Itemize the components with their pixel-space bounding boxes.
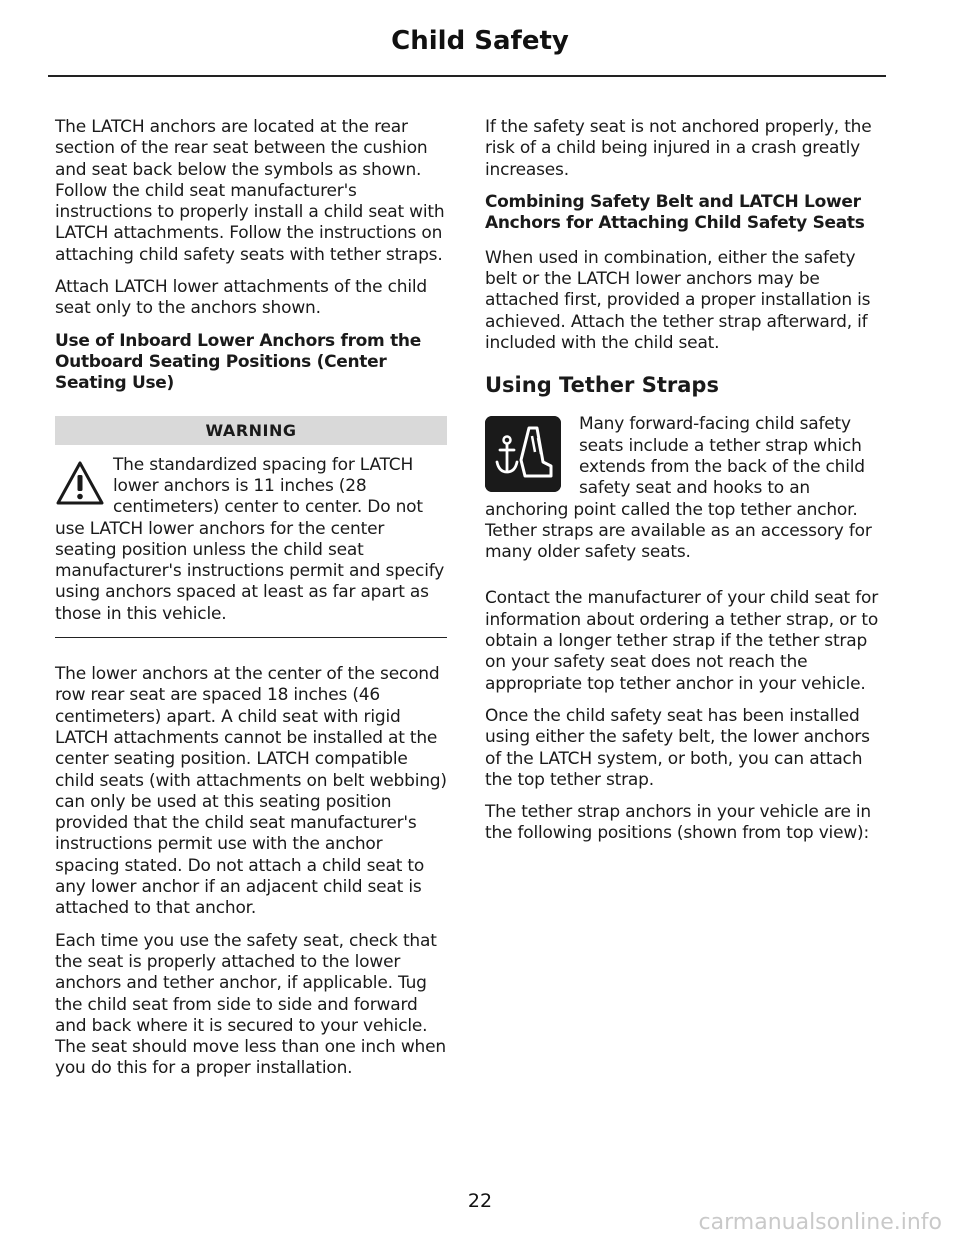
- right-paragraph-6: The tether strap anchors in your vehicle are in the following positions (shown from top view):: [485, 802, 871, 844]
- left-paragraph-3: The lower anchors at the center of the second row rear seat are spaced 18 inches (46 centimeters) apart. A child seat with rigid LATCH attachments cannot be installed at the center seating position. LATCH compatible child seats (with attachments on belt webbing) can only be used at this seating position provided that the child seat manufacturer's instructions permit use with the anchor spacing stated. Do not attach a child seat to any lower anchor if an adjacent child seat is attached to that anchor.: [55, 664, 447, 919]
- right-paragraph-2: When used in combination, either the safety belt or the LATCH lower anchors may be attached first, provided a proper installation is achieved. Attach the tether strap afterward, if included with the child seat.: [485, 247, 871, 354]
- section-heading-inboard-anchors: Use of Inboard Lower Anchors from the Outboard Seating Positions (Center Seating Use): [55, 330, 421, 393]
- header-divider: [48, 75, 886, 77]
- page-number: 22: [467, 1190, 493, 1212]
- right-paragraph-3: Many forward-facing child safety seats include a tether strap which extends from the back of the child safety seat and hooks to an anchoring point called the top tether anchor. Tether straps are available as an accessory for many older safety seats.: [485, 414, 872, 563]
- left-column: [55, 117, 447, 1091]
- warning-banner: WARNING: [55, 416, 447, 445]
- warning-body: [55, 455, 447, 625]
- right-paragraph-5: Once the child safety seat has been installed using either the safety belt, the lower anchors of the LATCH system, or both, you can attach the top tether strap.: [485, 705, 870, 790]
- tether-intro: [485, 414, 882, 563]
- warning-divider: [55, 637, 447, 638]
- right-paragraph-1: If the safety seat is not anchored properly, the risk of a child being injured in a crash greatly increases.: [485, 117, 872, 180]
- section-heading-combining: Combining Safety Belt and LATCH Lower Anchors for Attaching Child Safety Seats: [485, 191, 865, 233]
- left-paragraph-1: The LATCH anchors are located at the rear section of the rear seat between the cushion and seat back below the symbols as shown. Follow the child seat manufacturer's instructions to properly install a child seat with LATCH attachments. Follow the instructions on attaching child safety seats with tether straps.: [55, 117, 445, 265]
- watermark: carmanualsonline.info: [698, 1210, 942, 1235]
- right-column: [485, 117, 882, 856]
- right-paragraph-4: Contact the manufacturer of your child seat for information about ordering a tether strap, or to obtain a longer tether strap if the tether strap on your safety seat does not reach the appropriate top tether anchor in your vehicle.: [485, 588, 879, 694]
- warning-text: The standardized spacing for LATCH lower anchors is 11 inches (28 centimeters) center to center. Do not use LATCH lower anchors for the center seating position unless the child seat manufacturer's instructions permit and specify using anchors spaced at least as far apart as those in this vehicle.: [55, 454, 445, 624]
- left-paragraph-2: Attach LATCH lower attachments of the child seat only to the anchors shown.: [55, 277, 427, 319]
- page-title: Child Safety: [391, 26, 569, 56]
- left-paragraph-4: Each time you use the safety seat, check that the seat is properly attached to the lower anchors and tether anchor, if applicable. Tug the child seat from side to side and forward and back where it is secured to your vehicle. The seat should move less than one inch when you do this for a proper installation.: [55, 930, 446, 1079]
- warning-triangle-icon: [55, 459, 105, 507]
- tether-anchor-seat-icon: [485, 416, 561, 492]
- section-title-tether-straps: Using Tether Straps: [485, 373, 719, 398]
